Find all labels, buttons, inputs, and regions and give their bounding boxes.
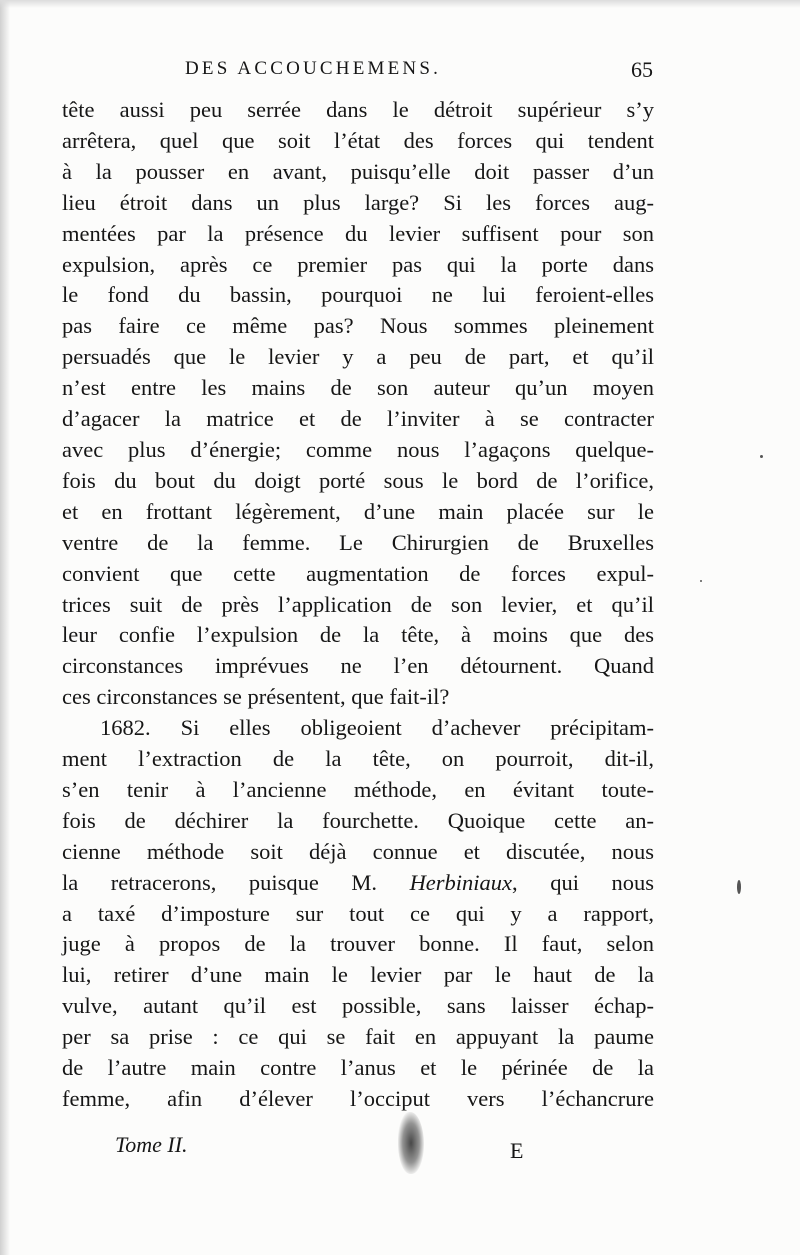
volume-label: Tome II. [115, 1132, 188, 1157]
ink-speck [737, 880, 741, 894]
scan-shadow-left [0, 0, 10, 1255]
text-line: lui, retirer d’une main le levier par le haut de la [62, 962, 654, 988]
text-line: cienne méthode soit déjà connue et discutée, nous [62, 838, 654, 864]
ink-speck [700, 580, 702, 582]
body-text [62, 95, 654, 1115]
scan-shadow-top [0, 0, 800, 8]
ink-speck [760, 455, 763, 458]
text-line: d’agacer la matrice et de l’inviter à se contracter [62, 406, 654, 432]
text-line: vulve, autant qu’il est possible, sans laisser échap- [62, 993, 654, 1019]
text-line: le fond du bassin, pourquoi ne lui feroient-elles [62, 282, 654, 308]
text-line: s’en tenir à l’ancienne méthode, en évitant toute- [62, 776, 654, 802]
text-line: leur confie l’expulsion de la tête, à moins que des [62, 622, 654, 648]
text-line: arrêtera, quel que soit l’état des forces qui tendent [62, 127, 654, 153]
text-line: tête aussi peu serrée dans le détroit supérieur s’y [62, 97, 654, 122]
text-line: lieu étroit dans un plus large? Si les forces aug- [62, 189, 654, 215]
text-line: convient que cette augmentation de forces expul- [62, 560, 654, 586]
text-line: a taxé d’imposture sur tout ce qui y a rapport, [62, 900, 654, 926]
text-line: pas faire ce même pas? Nous sommes pleinement [62, 313, 654, 339]
text-line: de l’autre main contre l’anus et le périnée de la [62, 1055, 654, 1081]
paragraph-first-line: 1682. Si elles obligeoient d’achever précipitam- [100, 715, 654, 741]
text-line: femme, afin d’élever l’occiput vers l’échancrure [62, 1086, 654, 1111]
page-number: 65 [631, 57, 653, 82]
text-line: ces circonstances se présentent, que fait-il? [62, 684, 450, 710]
text-line: ment l’extraction de la tête, on pourroit, dit-il, [62, 746, 654, 772]
signature-mark: E [510, 1138, 524, 1163]
text-line-with-name [62, 868, 654, 899]
text-line: per sa prise : ce qui se fait en appuyant la paume [62, 1024, 654, 1050]
text-line: n’est entre les mains de son auteur qu’un moyen [62, 375, 654, 401]
text-line: avec plus d’énergie; comme nous l’agaçons quelque- [62, 436, 654, 462]
text-line: expulsion, après ce premier pas qui la porte dans [62, 251, 654, 277]
text-line: persuadés que le levier y a peu de part, et qu’il [62, 344, 654, 370]
text-line: fois du bout du doigt porté sous le bord de l’orifice, [62, 467, 654, 493]
text-fragment: , qui nous [512, 869, 654, 895]
page-footer [115, 1132, 535, 1172]
text-line: juge à propos de la trouver bonne. Il faut, selon [62, 931, 654, 957]
text-line: circonstances imprévues ne l’en détournent. Quand [62, 653, 654, 679]
text-line: fois de déchirer la fourchette. Quoique cette an- [62, 807, 654, 833]
page-header [185, 58, 653, 88]
text-line: ventre de la femme. Le Chirurgien de Bruxelles [62, 529, 654, 555]
text-line: mentées par la présence du levier suffisent pour son [62, 220, 654, 246]
person-name: Herbiniaux [409, 869, 513, 895]
text-line: à la pousser en avant, puisqu’elle doit passer d’un [62, 158, 654, 184]
paragraph-continued [62, 95, 654, 713]
paragraph-1682 [62, 713, 654, 1115]
running-head: DES ACCOUCHEMENS. [185, 58, 442, 79]
text-line: trices suit de près l’application de son levier, et qu’il [62, 591, 654, 617]
text-fragment: la retracerons, puisque M. [62, 869, 410, 895]
text-line: et en frottant légèrement, d’une main placée sur le [62, 498, 654, 524]
